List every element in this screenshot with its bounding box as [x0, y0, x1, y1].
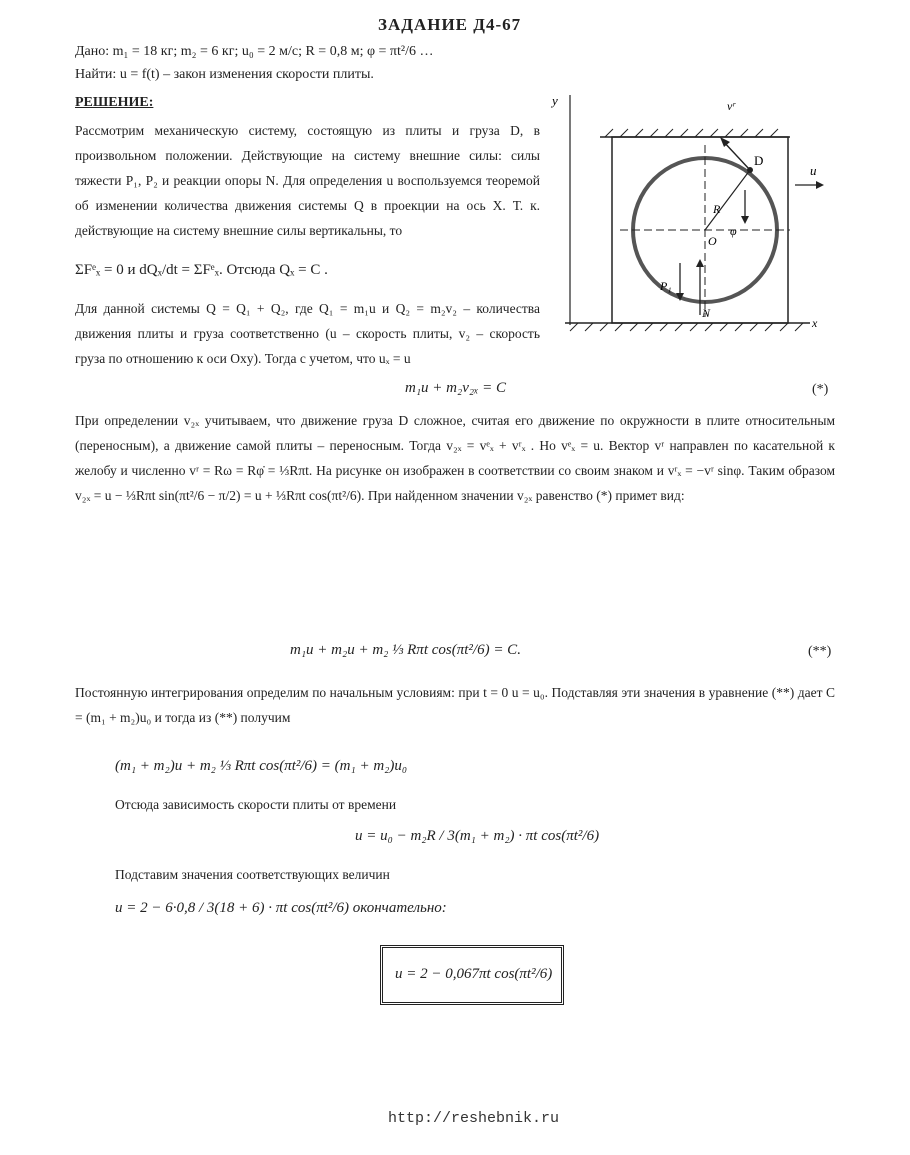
text-dependence: Отсюда зависимость скорости плиты от времени — [115, 797, 397, 812]
answer-formula: u = 2 − 0,067πt cos(πt²/6) — [395, 966, 553, 982]
equation-2: m₁u + m₂u + m₂ ⅓ Rπt cos(πt²/6) = C. — [290, 642, 521, 658]
relative-velocity-label: vʳ — [727, 99, 735, 113]
gravity-arrowhead — [741, 216, 749, 224]
reaction-label: N — [702, 306, 711, 320]
equation-4: u = u₀ − m₂R / 3(m₁ + m₂) · πt cos(πt²/6) — [355, 828, 600, 844]
x-axis-label: x — [812, 316, 818, 330]
bottom-hatching — [570, 323, 803, 331]
relative-velocity-arrowhead — [720, 137, 730, 147]
find-line: Найти: u = f(t) – закон изменения скорости плиты. — [75, 67, 374, 82]
weight-label: P₁ — [660, 279, 672, 293]
paragraph-1: Рассмотрим механическую систему, состоящую из плиты и груза D, в произвольном положении. Действующие на систему внешние силы: силы тяжести P₁, P₂ и реакции опоры N. Для определения u воспользуемся теоремой об изменении количества движения системы Q в проекции на ось X. Т. к. действующие на систему внешние силы вертикальны, то — [75, 123, 540, 238]
given-line: Дано: m₁ = 18 кг; m₂ = 6 кг; u₀ = 2 м/с; R = 0,8 м; φ = πt²/6 … — [75, 44, 434, 59]
center-label: O — [708, 234, 717, 248]
y-axis-label: y — [552, 93, 558, 108]
equation-1: m₁u + m₂v₂ₓ = C — [405, 380, 506, 396]
solution-heading: РЕШЕНИЕ: — [75, 95, 154, 110]
plate-velocity-label: u — [810, 163, 817, 178]
load-d-label: D — [754, 153, 764, 168]
top-hatching — [605, 129, 778, 137]
equation-2-number: (**) — [808, 644, 832, 659]
phi-label: φ — [730, 224, 737, 238]
text-substitute: Подставим значения соответствующих величин — [115, 867, 390, 882]
radius-label: R — [713, 202, 721, 216]
footer-url: http://reshebnik.ru — [388, 1110, 560, 1127]
paragraph-3: При определении v₂ₓ учитываем, что движение груза D сложное, считая его движение по окружности в плите относительным (переносным), а движение самой плиты – переносным. Тогда v₂ₓ = vᵉₓ + vʳₓ . Но vᵉₓ = u. Вектор vʳ направлен по касательной к желобу и численно vʳ = Rω = Rφ̇ = ⅓Rπt. На рисунке он изображен в соответствии со своим знаком и vʳₓ = −vʳ sinφ. Таким образом v₂ₓ = u − ⅓Rπt sin(πt²/6 − π/2) = u + ⅓Rπt cos(πt²/6). При найденном значении v₂ₓ равенство (*) примет вид: — [75, 413, 835, 503]
equation-momentum: ΣFᵉₓ = 0 и dQₓ/dt = ΣFᵉₓ. Отсюда Qₓ = C . — [75, 262, 328, 278]
reaction-arrowhead — [696, 259, 704, 267]
equation-3: (m₁ + m₂)u + m₂ ⅓ Rπt cos(πt²/6) = (m₁ + m₂)u₀ — [115, 758, 408, 774]
mechanism-figure — [540, 85, 840, 345]
equation-5: u = 2 − 6·0,8 / 3(18 + 6) · πt cos(πt²/6) окончательно: — [115, 900, 447, 916]
answer-box — [380, 945, 564, 1005]
plate-velocity-arrowhead — [816, 181, 824, 189]
paragraph-4: Постоянную интегрирования определим по начальным условиям: при t = 0 u = u₀. Подставляя эти значения в уравнение (**) дает C = (m₁ + m₂)u₀ и тогда из (**) получим — [75, 685, 835, 725]
equation-1-number: (*) — [812, 382, 829, 397]
radius-line — [705, 170, 750, 230]
paragraph-2: Для данной системы Q = Q₁ + Q₂, где Q₁ = m₁u и Q₂ = m₂v₂ – количества движения плиты и груза соответственно (u – скорость плиты, v₂ – скорость груза по отношению к оси Oxy). Тогда с учетом, что uₓ = u — [75, 301, 540, 366]
page-title: ЗАДАНИЕ Д4-67 — [378, 15, 522, 34]
